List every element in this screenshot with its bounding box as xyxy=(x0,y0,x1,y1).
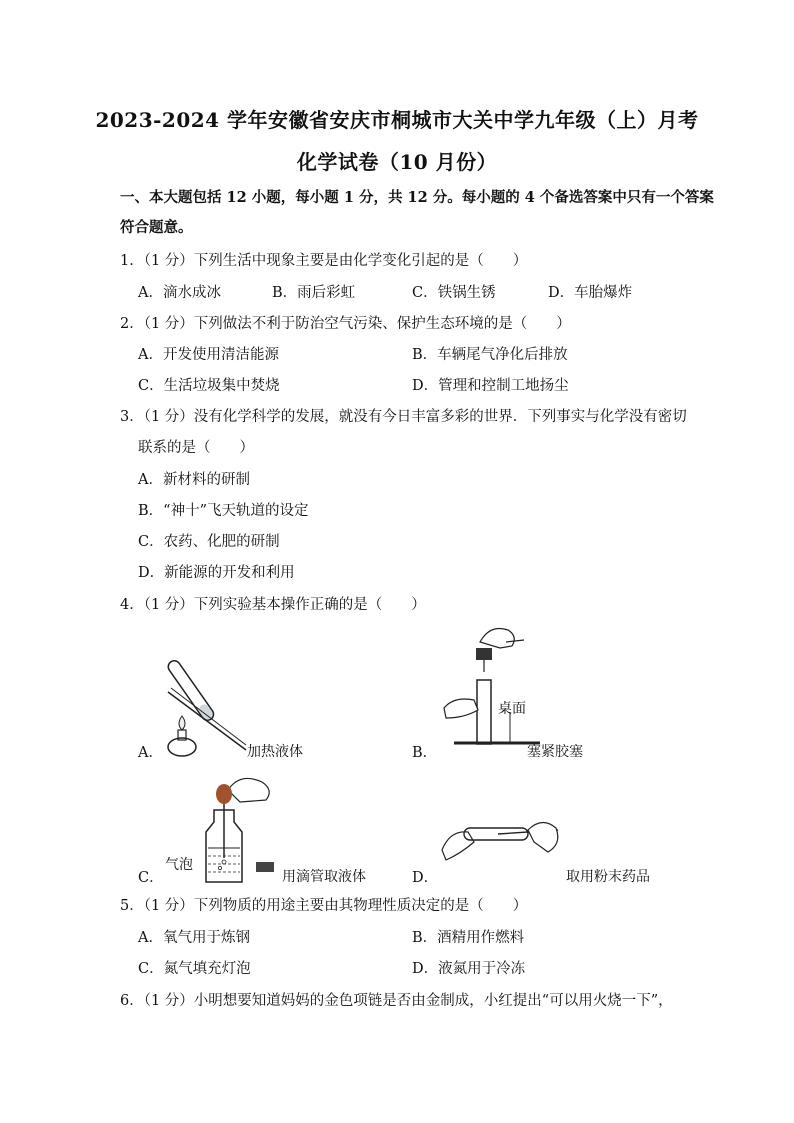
heating-liquid-illustration xyxy=(160,650,250,760)
q4-option-c-caption: 用滴管取液体 xyxy=(282,869,366,885)
q2-option-a: A．开发使用清洁能源 xyxy=(138,347,279,363)
insert-stopper-illustration xyxy=(440,620,550,745)
q2-stem: 2．（1 分）下列做法不利于防治空气污染、保护生态环境的是（ ） xyxy=(120,316,571,332)
q4-option-a-letter: A． xyxy=(138,745,163,761)
q5-option-a: A．氧气用于炼钢 xyxy=(138,930,250,946)
q3-option-a: A．新材料的研制 xyxy=(138,472,250,488)
q3-option-c: C．农药、化肥的研制 xyxy=(138,534,280,550)
q1-option-a: A．滴水成冰 xyxy=(138,285,221,301)
q4-option-b-desk-label: 桌面 xyxy=(498,701,526,717)
q1-option-c: C．铁锅生锈 xyxy=(412,285,496,301)
q3-option-d: D．新能源的开发和利用 xyxy=(138,565,295,581)
q3-stem-line1: 3．（1 分）没有化学科学的发展，就没有今日丰富多彩的世界．下列事实与化学没有密切 xyxy=(120,409,687,425)
q1-option-d: D．车胎爆炸 xyxy=(548,285,633,301)
q4-stem: 4．（1 分）下列实验基本操作正确的是（ ） xyxy=(120,597,426,613)
exam-title-line1: 2023-2024 学年安徽省安庆市桐城市大关中学九年级（上）月考 xyxy=(95,108,699,132)
q4-option-d-letter: D． xyxy=(412,870,439,886)
q4-option-b-caption: 塞紧胶塞 xyxy=(527,744,583,760)
q4-option-b-letter: B． xyxy=(412,745,438,761)
q5-option-b: B．酒精用作燃料 xyxy=(412,930,525,946)
section-instructions-line2: 符合题意。 xyxy=(120,219,193,236)
q5-option-d: D．液氮用于冷冻 xyxy=(412,961,526,977)
q2-option-b: B．车辆尾气净化后排放 xyxy=(412,347,568,363)
q1-option-b: B．雨后彩虹 xyxy=(272,285,356,301)
q4-option-c-bubble-label: 气泡 xyxy=(165,857,193,873)
q5-stem: 5．（1 分）下列物质的用途主要由其物理性质决定的是（ ） xyxy=(120,898,528,914)
q3-option-b: B．“神十”飞天轨道的设定 xyxy=(138,503,309,519)
dropper-illustration xyxy=(200,770,280,885)
q1-stem: 1．（1 分）下列生活中现象主要是由化学变化引起的是（ ） xyxy=(120,253,528,269)
q4-option-d-caption: 取用粉末药品 xyxy=(566,869,650,885)
exam-title-line2: 化学试卷（10 月份） xyxy=(296,150,498,174)
q6-stem: 6．（1 分）小明想要知道妈妈的金色项链是否由金制成，小红提出“可以用火烧一下”， xyxy=(120,993,673,1009)
q4-option-c-letter: C． xyxy=(138,870,164,886)
q5-option-c: C．氮气填充灯泡 xyxy=(138,961,251,977)
q4-option-a-caption: 加热液体 xyxy=(247,744,303,760)
q3-stem-line2: 联系的是（ ） xyxy=(138,440,254,456)
q2-option-d: D．管理和控制工地扬尘 xyxy=(412,378,569,394)
q2-option-c: C．生活垃圾集中焚烧 xyxy=(138,378,280,394)
section-instructions-line1: 一、本大题包括 12 小题，每小题 1 分，共 12 分。每小题的 4 个备选答案中只有一个答案 xyxy=(120,189,714,206)
powder-reagent-illustration xyxy=(438,810,568,870)
